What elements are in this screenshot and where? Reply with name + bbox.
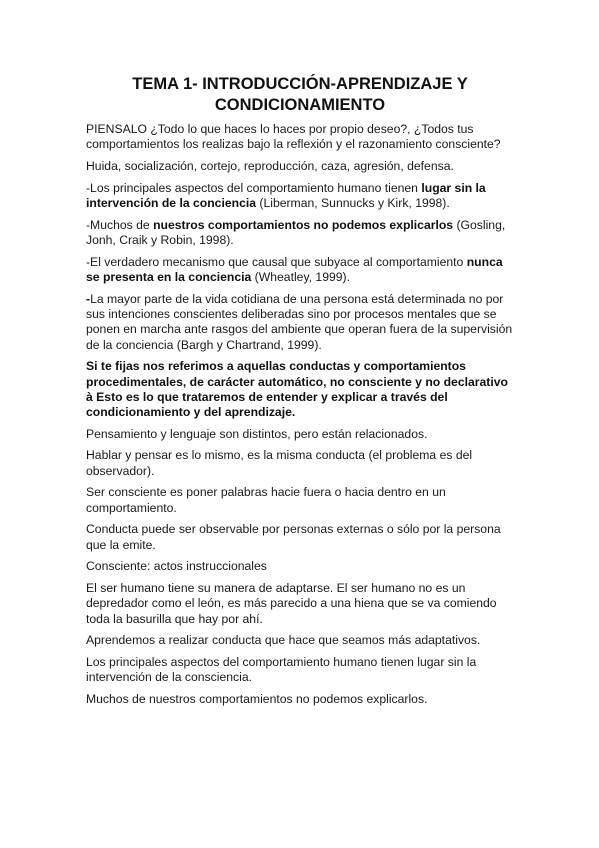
bold-text-run: - xyxy=(86,291,91,306)
text-run: -Los principales aspectos del comportamiento humano tienen xyxy=(86,180,422,195)
paragraph-muchos: Muchos de nuestros comportamientos no podemos explicarlos. xyxy=(86,692,428,707)
text-run: La mayor parte de la vida cotidiana de una persona está determinada no por sus intenciones conscientes deliberadas sino por procesos mentales que se ponen en marcha ante rasgos del ambiente que operan fuera de la supervisión de la conciencia (Bargh y Chartrand, 1999). xyxy=(86,291,513,352)
title-line-2: CONDICIONAMIENTO xyxy=(214,96,386,114)
paragraph-piensalo: PIENSALO ¿Todo lo que haces lo haces por propio deseo?, ¿Todos tus comportamientos los realizas bajo la reflexión y el razonamiento consciente? xyxy=(86,122,501,152)
paragraph-gosling xyxy=(86,218,518,249)
paragraph-adaptarse: El ser humano tiene su manera de adaptarse. El ser humano no es un depredador como el león, es más parecido a una hiena que se va comiendo toda la basurilla que hay por ahí. xyxy=(86,581,497,626)
paragraph-aprendemos: Aprendemos a realizar conducta que hace que seamos más adaptativos. xyxy=(86,633,481,648)
text-run: (Gosling, Jonh, Craik y Robin, 1998). xyxy=(86,217,506,247)
paragraph-wheatley xyxy=(86,255,518,286)
document-body xyxy=(86,122,518,714)
paragraph-pensamiento: Pensamiento y lenguaje son distintos, pero están relacionados. xyxy=(86,426,428,441)
paragraph-emphasis: Si te fijas nos referimos a aquellas conductas y comportamientos procedimentales, de carácter automático, no consciente y no declarativo à Esto es lo que trataremos de entender y explicar a través del condicionamiento y del aprendizaje. xyxy=(86,359,508,420)
bold-text-run: lugar sin la intervención de la conciencia xyxy=(86,180,486,210)
paragraph-behaviors-list: Huida, socialización, cortejo, reproducción, caza, agresión, defensa. xyxy=(86,158,454,173)
paragraph-principales: Los principales aspectos del comportamiento humano tienen lugar sin la intervención de la consciencia. xyxy=(86,655,477,685)
paragraph-liberman xyxy=(86,181,518,212)
text-run: -El verdadero mecanismo que causal que subyace al comportamiento xyxy=(86,254,467,269)
text-run: (Wheatley, 1999). xyxy=(251,269,350,284)
text-run: -Muchos de xyxy=(86,217,154,232)
page-title xyxy=(80,74,520,116)
bold-text-run: nunca se presenta en la conciencia xyxy=(86,254,503,284)
paragraph-consciente: Ser consciente es poner palabras hacie fuera o hacia dentro en un comportamiento. xyxy=(86,485,446,515)
paragraph-bargh xyxy=(86,292,518,353)
paragraph-hablar: Hablar y pensar es lo mismo, es la misma conducta (el problema es del observador). xyxy=(86,448,473,478)
paragraph-conducta: Conducta puede ser observable por personas externas o sólo por la persona que la emite. xyxy=(86,522,501,552)
paragraph-actos: Consciente: actos instruccionales xyxy=(86,559,267,574)
bold-text-run: nuestros comportamientos no podemos explicarlos xyxy=(153,217,454,232)
title-line-1: TEMA 1- INTRODUCCIÓN-APRENDIZAJE Y xyxy=(132,75,468,93)
text-run: (Liberman, Sunnucks y Kirk, 1998). xyxy=(256,195,450,210)
